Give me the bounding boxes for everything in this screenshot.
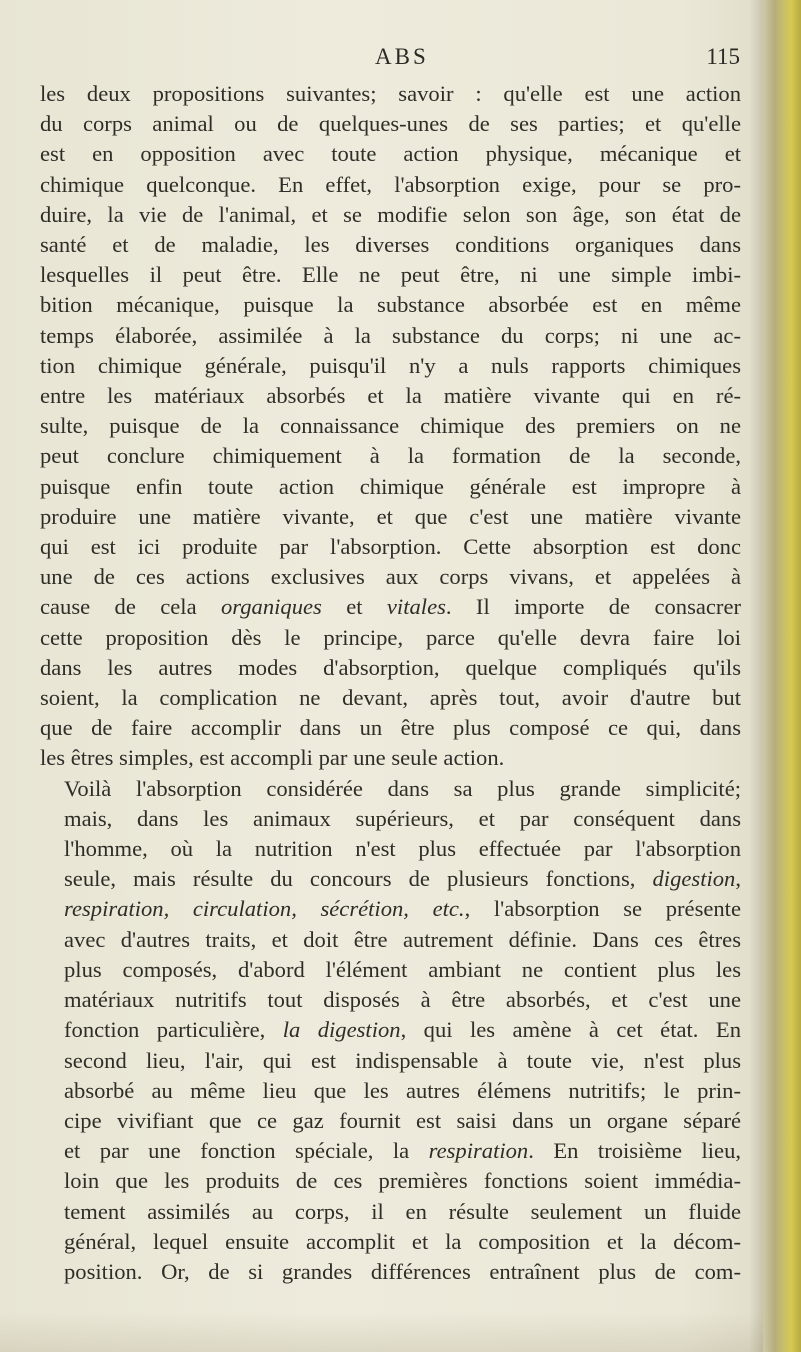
text-line: dans les autres modes d'absorption, quelque compliqués qu'ils xyxy=(40,654,741,680)
paragraph xyxy=(40,774,741,1287)
text-line: Voilà l'absorption considérée dans sa plus grande simplicité; xyxy=(64,775,741,801)
text-line: bition mécanique, puisque la substance absorbée est en même xyxy=(40,292,741,318)
text-line: temps élaborée, assimilée à la substance du corps; ni une ac- xyxy=(40,322,741,348)
italic-term: la digestion xyxy=(282,1017,401,1043)
text-line: chimique quelconque. En effet, l'absorption exige, pour se pro- xyxy=(40,171,741,197)
text-line: position. Or, de si grandes différences entraînent plus de com- xyxy=(64,1258,741,1284)
text-line: seule, mais résulte du concours de plusieurs fonctions, digestion, xyxy=(64,866,741,892)
italic-term: respiration xyxy=(428,1138,529,1164)
book-spine-edge xyxy=(763,0,801,1352)
running-head xyxy=(40,44,740,74)
text-line: l'homme, où la nutrition n'est plus effectuée par l'absorption xyxy=(64,836,741,862)
text-line: sulte, puisque de la connaissance chimique des premiers on ne xyxy=(40,413,741,439)
text-line: les deux propositions suivantes; savoir : qu'elle est une action xyxy=(40,81,741,106)
text-line: général, lequel ensuite accomplit et la composition et la décom- xyxy=(64,1228,741,1254)
text-line: duire, la vie de l'animal, et se modifie selon son âge, son état de xyxy=(40,201,741,227)
running-head-title: ABS xyxy=(375,44,429,69)
page-bottom-shadow xyxy=(0,1312,801,1352)
text-line: qui est ici produite par l'absorption. Cette absorption est donc xyxy=(40,534,741,560)
paragraph xyxy=(40,79,741,774)
text-line: absorbé au même lieu que les autres élémens nutritifs; le prin- xyxy=(64,1077,741,1103)
text-line: cause de cela organiques et vitales. Il importe de consacrer xyxy=(40,594,741,620)
text-line: soient, la complication ne devant, après tout, avoir d'autre but xyxy=(40,685,741,711)
text-line: respiration, circulation, sécrétion, etc., l'absorption se présente xyxy=(64,896,741,922)
text-line: entre les matériaux absorbés et la matière vivante qui en ré- xyxy=(40,383,741,409)
text-line: cipe vivifiant que ce gaz fournit est saisi dans un organe séparé xyxy=(64,1107,741,1133)
body-text xyxy=(40,79,741,1287)
text-line: second lieu, l'air, qui est indispensable à toute vie, n'est plus xyxy=(64,1047,741,1073)
text-line: que de faire accomplir dans un être plus composé ce qui, dans xyxy=(40,715,741,741)
text-line: santé et de maladie, les diverses conditions organiques dans xyxy=(40,232,741,258)
text-line: avec d'autres traits, et doit être autrement définie. Dans ces êtres xyxy=(64,926,741,952)
page-edge-shadow xyxy=(749,0,763,1352)
page-number: 115 xyxy=(706,44,740,69)
text-line: mais, dans les animaux supérieurs, et par conséquent dans xyxy=(64,805,741,831)
text-line: produire une matière vivante, et que c'est une matière vivante xyxy=(40,503,741,529)
text-line: lesquelles il peut être. Elle ne peut être, ni une simple imbi- xyxy=(40,262,741,288)
text-line: fonction particulière, la digestion, qui les amène à cet état. En xyxy=(64,1017,741,1043)
text-line: loin que les produits de ces premières fonctions soient immédia- xyxy=(64,1168,741,1194)
text-line: puisque enfin toute action chimique générale est impropre à xyxy=(40,473,741,499)
text-line: cette proposition dès le principe, parce qu'elle devra faire loi xyxy=(40,624,741,650)
text-line: les êtres simples, est accompli par une seule action. xyxy=(40,745,505,771)
italic-term: respiration, circulation, sécrétion, etc. xyxy=(64,896,465,922)
italic-term: digestion xyxy=(652,866,736,892)
text-line: peut conclure chimiquement à la formation de la seconde, xyxy=(40,443,741,469)
text-line: matériaux nutritifs tout disposés à être absorbés, et c'est une xyxy=(64,987,741,1013)
italic-term: organiques xyxy=(221,594,322,620)
text-line: tion chimique générale, puisqu'il n'y a nuls rapports chimiques xyxy=(40,352,741,378)
text-line: plus composés, d'abord l'élément ambiant ne contient plus les xyxy=(64,956,741,982)
text-line: du corps animal ou de quelques-unes de ses parties; et qu'elle xyxy=(40,111,741,137)
text-line: et par une fonction spéciale, la respiration. En troisième lieu, xyxy=(64,1138,742,1164)
italic-term: vitales xyxy=(386,594,446,620)
text-line: est en opposition avec toute action physique, mécanique et xyxy=(40,141,741,167)
text-line: tement assimilés au corps, il en résulte seulement un fluide xyxy=(64,1198,741,1224)
text-line: une de ces actions exclusives aux corps vivans, et appelées à xyxy=(40,564,741,590)
